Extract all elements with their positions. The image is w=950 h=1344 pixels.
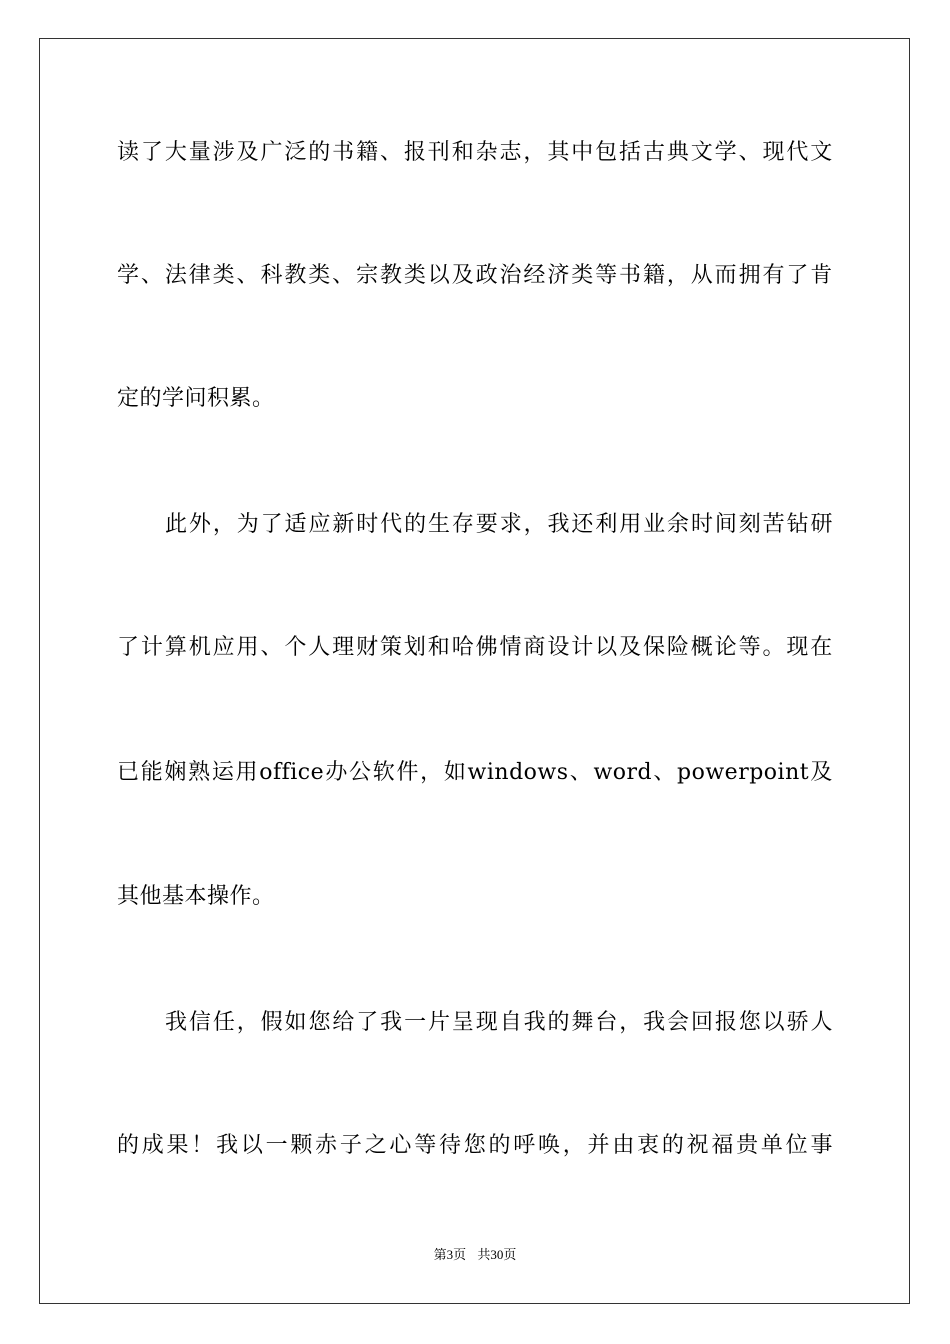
text-line-3: 定的学问积累。 <box>117 386 275 411</box>
text-line-5: 了 计 算 机 应 用 、 个 人 理 财 策 划 和 哈 佛 情 商 设 计 以 及 保 险 概 论 等 。 现 在 <box>117 635 833 660</box>
text-line-8: 我 信 任 ， 假 如 您 给 了 我 一 片 呈 现 自 我 的 舞 台 ， 我 会 回 报 您 以 骄 人 <box>165 1010 833 1035</box>
text-line-6: 已 能 娴 熟 运 用 office 办 公 软 件 ， 如 windows 、 word 、 powerpoint 及 <box>117 760 833 785</box>
text-line-9: 的 成 果 ！ 我 以 一 颗 赤 子 之 心 等 待 您 的 呼 唤 ， 并 由 衷 的 祝 福 贵 单 位 事 <box>117 1133 833 1158</box>
page-border <box>39 38 910 1304</box>
text-line-2: 学 、 法 律 类 、 科 教 类 、 宗 教 类 以 及 政 治 经 济 类 等 书 籍 ， 从 而 拥 有 了 肯 <box>117 263 833 288</box>
page-number: 第3页 <box>433 1247 467 1262</box>
text-line-1: 读 了 大 量 涉 及 广 泛 的 书 籍 、 报 刊 和 杂 志 ， 其 中 包 括 古 典 文 学 、 现 代 文 <box>117 140 833 165</box>
text-line-4: 此 外 ， 为 了 适 应 新 时 代 的 生 存 要 求 ， 我 还 利 用 业 余 时 间 刻 苦 钻 研 <box>165 512 833 537</box>
page-footer <box>0 1244 950 1263</box>
page-total: 共30页 <box>477 1247 517 1262</box>
text-line-7: 其他基本操作。 <box>117 884 275 909</box>
